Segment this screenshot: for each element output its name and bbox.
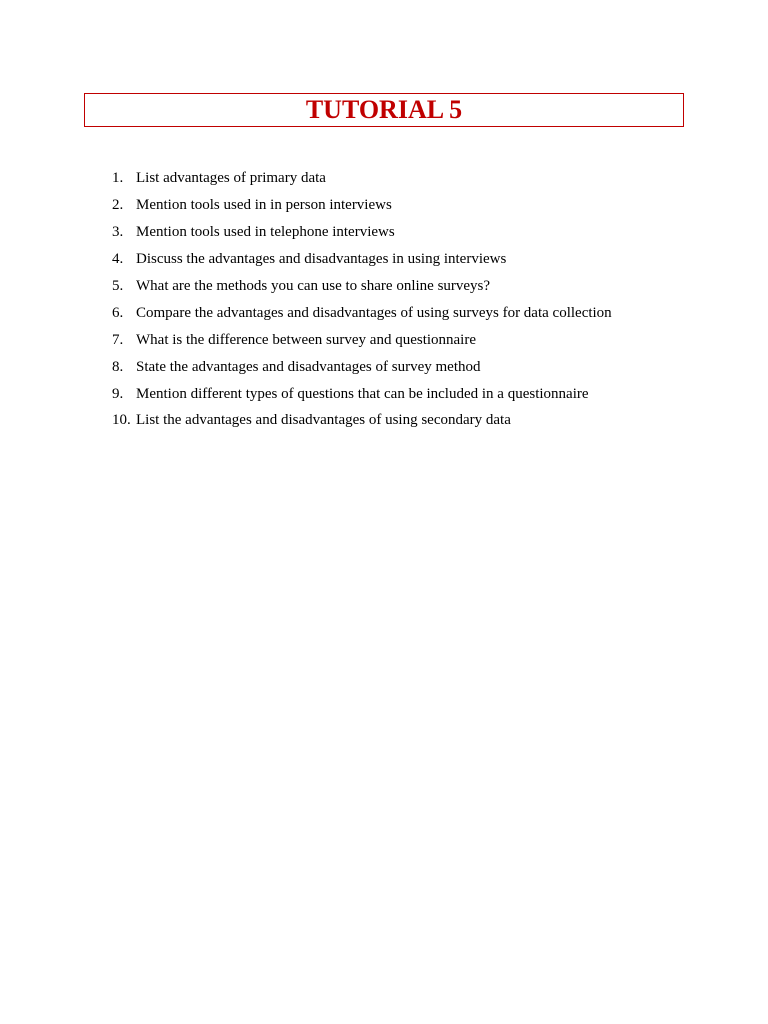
list-item xyxy=(112,165,612,192)
list-item xyxy=(112,407,612,434)
title-box xyxy=(84,93,684,127)
page-title: TUTORIAL 5 xyxy=(305,95,463,124)
question-number: 2. xyxy=(112,197,124,214)
list-item xyxy=(112,380,612,407)
question-number: 7. xyxy=(112,331,124,348)
question-number: 5. xyxy=(112,278,124,294)
list-item xyxy=(112,326,612,353)
question-number: 10. xyxy=(112,412,131,429)
list-item xyxy=(112,353,612,380)
list-item xyxy=(112,299,612,326)
list-item xyxy=(112,273,612,300)
question-number: 4. xyxy=(112,251,124,268)
question-text: Compare the advantages and disadvantages of using surveys for data collection xyxy=(136,304,612,321)
question-text: What is the difference between survey and questionnaire xyxy=(136,331,477,348)
question-text: Mention tools used in in person interviews xyxy=(136,197,392,214)
question-text: What are the methods you can use to share online surveys? xyxy=(136,278,491,294)
question-text: State the advantages and disadvantages of survey method xyxy=(136,358,481,375)
question-number: 3. xyxy=(112,224,124,241)
list-item xyxy=(112,246,612,273)
question-text: List advantages of primary data xyxy=(136,170,326,187)
question-number: 8. xyxy=(112,358,124,375)
question-text: Discuss the advantages and disadvantages in using interviews xyxy=(136,251,507,268)
question-text: List the advantages and disadvantages of using secondary data xyxy=(136,412,511,429)
question-list xyxy=(112,165,612,434)
list-item xyxy=(112,219,612,246)
question-number: 1. xyxy=(112,170,124,187)
list-item xyxy=(112,192,612,219)
question-number: 6. xyxy=(112,304,124,321)
question-text: Mention different types of questions that can be included in a questionnaire xyxy=(136,385,589,402)
question-text: Mention tools used in telephone interviews xyxy=(136,224,395,241)
question-number: 9. xyxy=(112,385,124,402)
